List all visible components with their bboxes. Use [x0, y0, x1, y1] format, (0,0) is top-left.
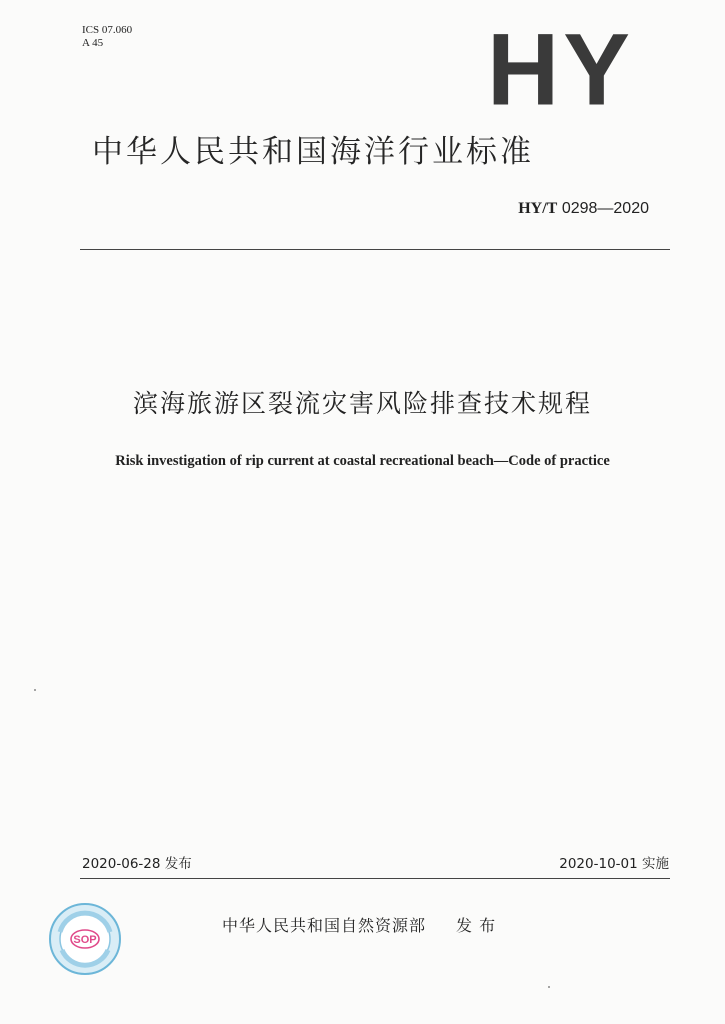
standard-code-number: 0298—2020 — [561, 200, 649, 217]
document-title-chinese: 滨海旅游区裂流灾害风险排查技术规程 — [132, 389, 592, 418]
ccs-code: A 45 — [82, 37, 104, 49]
certification-seal-icon — [48, 902, 122, 976]
standard-code — [518, 199, 649, 219]
header-divider — [80, 249, 670, 250]
publisher — [222, 914, 496, 938]
issue-date: 2020-06-28 发布 — [82, 856, 192, 872]
hy-logo: HY — [487, 12, 634, 127]
document-title-english: Risk investigation of rip current at coastal recreational beach—Code of practice — [115, 453, 610, 469]
implementation-date: 2020-10-01 实施 — [559, 856, 669, 872]
scan-speck — [548, 986, 550, 988]
publisher-name: 中华人民共和国自然资源部 — [222, 916, 427, 935]
ics-code: ICS 07.060 — [82, 24, 133, 36]
standard-type-title: 中华人民共和国海洋行业标准 — [92, 134, 534, 170]
publisher-action: 发 布 — [456, 916, 497, 935]
scan-speck — [34, 689, 36, 691]
seal-logo-text: SOP — [73, 934, 97, 946]
standard-code-prefix: HY/T — [518, 200, 558, 217]
footer-divider — [80, 878, 670, 879]
classification-codes — [82, 24, 132, 50]
